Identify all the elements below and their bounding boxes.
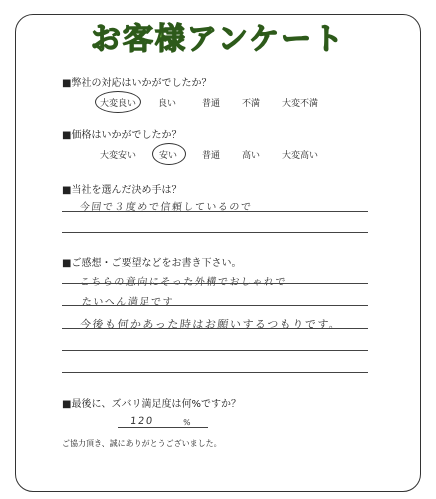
- service-option-very-good[interactable]: 大変良い: [100, 99, 137, 109]
- service-option-dissatisfied[interactable]: 不満: [242, 99, 261, 109]
- deciding-factor-answer: 今回で３度めで信頼しているので: [79, 202, 253, 213]
- answer-line: [62, 211, 368, 212]
- thank-you-message: ご協力頂き、誠にありがとうございました。: [62, 439, 222, 448]
- answer-line: [62, 305, 368, 306]
- satisfaction-value: 120: [129, 416, 155, 427]
- price-option-expensive[interactable]: 高い: [242, 151, 261, 161]
- answer-line: [62, 328, 368, 329]
- comment-line-3: 今後も何かあった時はお願いするつもりです。: [79, 318, 343, 331]
- service-options: [62, 96, 362, 112]
- answer-line: [62, 350, 368, 351]
- survey-title: お客様アンケート: [90, 22, 346, 57]
- comment-line-2: たいへん満足です: [81, 297, 175, 308]
- question-comments: ■ご感想・ご要望などをお書き下さい。: [62, 258, 242, 269]
- question-price: ■価格はいかがでしたか？: [62, 130, 182, 141]
- answer-line: [62, 283, 368, 284]
- price-selected-circle: [152, 143, 186, 165]
- service-option-good[interactable]: 良い: [158, 99, 177, 109]
- service-option-average[interactable]: 普通: [202, 99, 221, 109]
- satisfaction-unit: %: [182, 418, 193, 427]
- satisfaction-line: [118, 427, 208, 428]
- question-service: ■弊社の対応はいかがでしたか？: [62, 78, 212, 89]
- price-option-very-expensive[interactable]: 大変高い: [282, 151, 319, 161]
- price-options: [62, 148, 362, 164]
- question-deciding-factor: ■当社を選んだ決め手は？: [62, 185, 182, 196]
- price-option-very-cheap[interactable]: 大変安い: [100, 151, 137, 161]
- comment-line-1: こちらの意向にそった外構でおしゃれで: [79, 277, 288, 288]
- service-selected-circle: [95, 91, 141, 113]
- answer-line: [62, 372, 368, 373]
- service-option-very-dissatisfied[interactable]: 大変不満: [282, 99, 319, 109]
- answer-line: [62, 232, 368, 233]
- question-satisfaction: ■最後に、ズバリ満足度は何%ですか？: [62, 399, 241, 410]
- price-option-cheap[interactable]: 安い: [159, 151, 178, 161]
- price-option-average[interactable]: 普通: [202, 151, 221, 161]
